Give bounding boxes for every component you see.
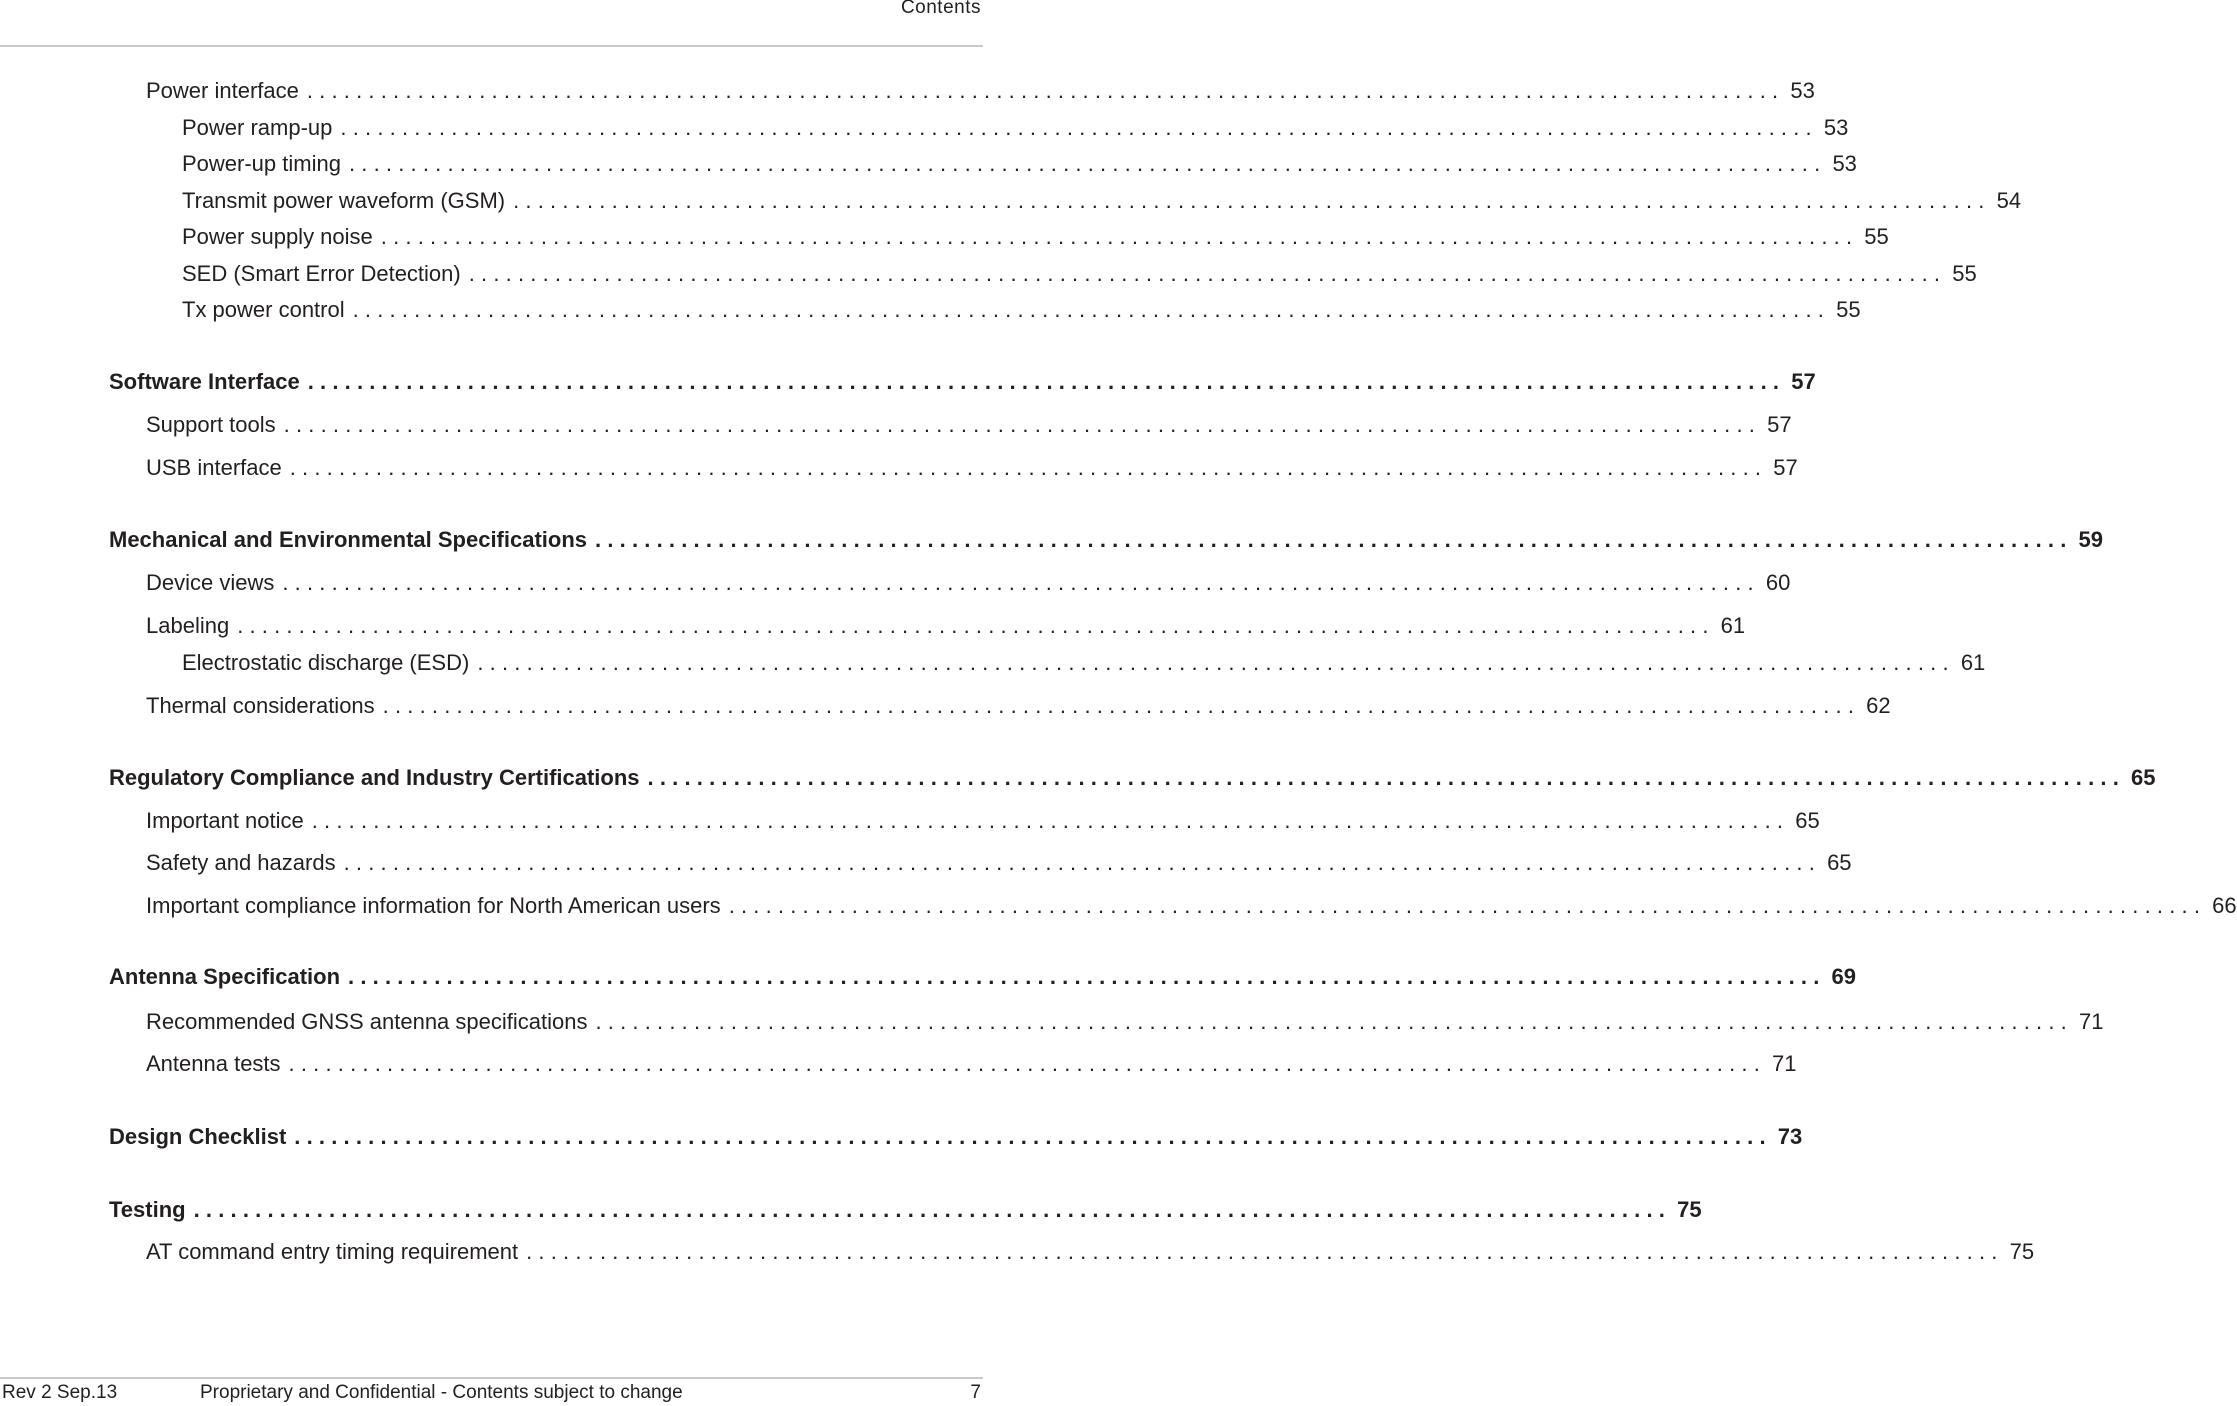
toc-entry[interactable] [146,692,1891,720]
dot-leader: ........................................................................................................................ [595,1009,2073,1034]
dot-leader: ........................................................................................................................ [237,613,1715,638]
toc-entry-label: Mechanical and Environmental Specifications [109,527,588,552]
dot-leader: ........................................................................................................................ [348,151,1827,176]
dot-leader: ........................................................................................................................ [352,297,1831,322]
toc-entry[interactable] [146,612,1746,640]
dot-leader: ........................................................................................................................ [382,693,1861,718]
toc-entry-label: Important notice [146,808,304,833]
dot-leader: ........................................................................................................................ [306,78,1785,103]
dot-leader: ........................................................................................................................ [343,850,1822,875]
dot-leader: ........................................................................................................................ [477,650,1955,675]
dot-leader: ........................................................................................................................ [307,369,1786,394]
toc-entry-page: 75 [1677,1197,1702,1222]
toc-entry-page: 60 [1765,570,1791,595]
toc-entry-page: 53 [1832,151,1857,176]
toc-entry-page: 55 [1952,261,1977,286]
dot-leader: ........................................................................................................................ [513,188,1991,213]
toc-entry[interactable] [182,260,1977,288]
toc-entry-label: AT command entry timing requirement [146,1239,519,1264]
toc-entry-page: 61 [1720,613,1746,638]
footer-revision: Rev 2 Sep.13 [2,1382,118,1403]
toc-entry-label: Support tools [146,412,276,437]
toc-entry-label: Power interface [146,78,299,103]
dot-leader: ........................................................................................................................ [193,1197,1672,1222]
toc-entry-label: Regulatory Compliance and Industry Certifications [109,765,640,790]
dot-leader: ........................................................................................................................ [282,570,1760,595]
toc-entry-label: Software Interface [109,369,300,394]
toc-chapter-entry[interactable] [109,1123,1803,1151]
toc-entry-label: Power supply noise [182,224,373,249]
toc-entry[interactable] [182,223,1889,251]
toc-entry-page: 71 [2078,1009,2104,1034]
toc-entry-label: Thermal considerations [146,693,375,718]
toc-entry[interactable] [146,454,1798,482]
toc-entry-label: Labeling [146,613,230,638]
toc-entry[interactable] [146,849,1852,877]
toc-entry-page: 53 [1790,78,1815,103]
toc-entry-page: 57 [1773,455,1798,480]
toc-entry[interactable] [146,892,2237,920]
toc-entry-page: 61 [1960,650,1986,675]
dot-leader: ........................................................................................................................ [380,224,1859,249]
toc-entry[interactable] [182,296,1861,324]
footer-divider [0,1377,983,1379]
toc-entry-page: 65 [1795,808,1820,833]
dot-leader: ........................................................................................................................ [647,765,2126,790]
dot-leader: ........................................................................................................................ [288,1051,1767,1076]
toc-entry-page: 54 [1996,188,2022,213]
toc-entry-page: 66 [2212,893,2237,918]
toc-entry-label: Tx power control [182,297,345,322]
toc-chapter-entry[interactable] [109,1196,1702,1224]
toc-entry[interactable] [182,114,1849,142]
toc-chapter-entry[interactable] [109,368,1816,396]
footer-confidentiality-notice: Proprietary and Confidential - Contents subject to change [200,1382,683,1403]
toc-entry-label: Antenna tests [146,1051,281,1076]
toc-entry[interactable] [146,77,1815,105]
header-divider [0,45,983,47]
dot-leader: ........................................................................................................................ [595,527,2073,552]
toc-entry-label: Important compliance information for North American users [146,893,721,918]
dot-leader: ........................................................................................................................ [289,455,1768,480]
toc-entry-label: Power ramp-up [182,115,333,140]
dot-leader: ........................................................................................................................ [283,412,1762,437]
dot-leader: ........................................................................................................................ [348,964,1826,989]
toc-entry-page: 73 [1777,1124,1803,1149]
toc-chapter-entry[interactable] [109,526,2103,554]
dot-leader: ........................................................................................................................ [728,893,2207,918]
dot-leader: ........................................................................................................................ [294,1124,1772,1149]
toc-entry-label: Design Checklist [109,1124,287,1149]
toc-entry-label: USB interface [146,455,282,480]
toc-entry-page: 65 [1827,850,1852,875]
toc-entry-page: 59 [2078,527,2103,552]
toc-entry-page: 57 [1767,412,1792,437]
toc-entry[interactable] [146,411,1792,439]
dot-leader: ........................................................................................................................ [311,808,1790,833]
toc-entry[interactable] [182,150,1857,178]
toc-entry-page: 75 [2009,1239,2035,1264]
toc-entry-page: 57 [1791,369,1816,394]
toc-entry-label: Device views [146,570,275,595]
toc-entry[interactable] [146,1238,2035,1266]
toc-entry-page: 55 [1864,224,1889,249]
dot-leader: ........................................................................................................................ [526,1239,2004,1264]
toc-entry-label: SED (Smart Error Detection) [182,261,461,286]
toc-entry-label: Testing [109,1197,186,1222]
toc-chapter-entry[interactable] [109,764,2156,792]
running-header-title: Contents [900,0,981,18]
toc-entry-label: Electrostatic discharge (ESD) [182,650,470,675]
toc-entry-label: Power-up timing [182,151,341,176]
toc-entry[interactable] [182,649,1986,677]
toc-entry-label: Antenna Specification [109,964,341,989]
toc-entry-page: 71 [1772,1051,1797,1076]
dot-leader: ........................................................................................................................ [468,261,1947,286]
toc-entry-label: Recommended GNSS antenna specifications [146,1009,588,1034]
toc-entry[interactable] [146,569,1791,597]
toc-entry-label: Transmit power waveform (GSM) [182,188,506,213]
toc-entry[interactable] [146,807,1820,835]
dot-leader: ........................................................................................................................ [340,115,1818,140]
toc-entry-page: 69 [1831,964,1857,989]
toc-entry-page: 62 [1866,693,1891,718]
toc-chapter-entry[interactable] [109,963,1857,991]
toc-entry-page: 65 [2131,765,2156,790]
toc-entry[interactable] [182,187,2022,215]
toc-entry-page: 53 [1823,115,1849,140]
toc-entry[interactable] [146,1050,1797,1078]
toc-entry-page: 55 [1836,297,1861,322]
toc-entry[interactable] [146,1008,2104,1036]
footer-page-number: 7 [970,1382,981,1403]
toc-entry-label: Safety and hazards [146,850,336,875]
